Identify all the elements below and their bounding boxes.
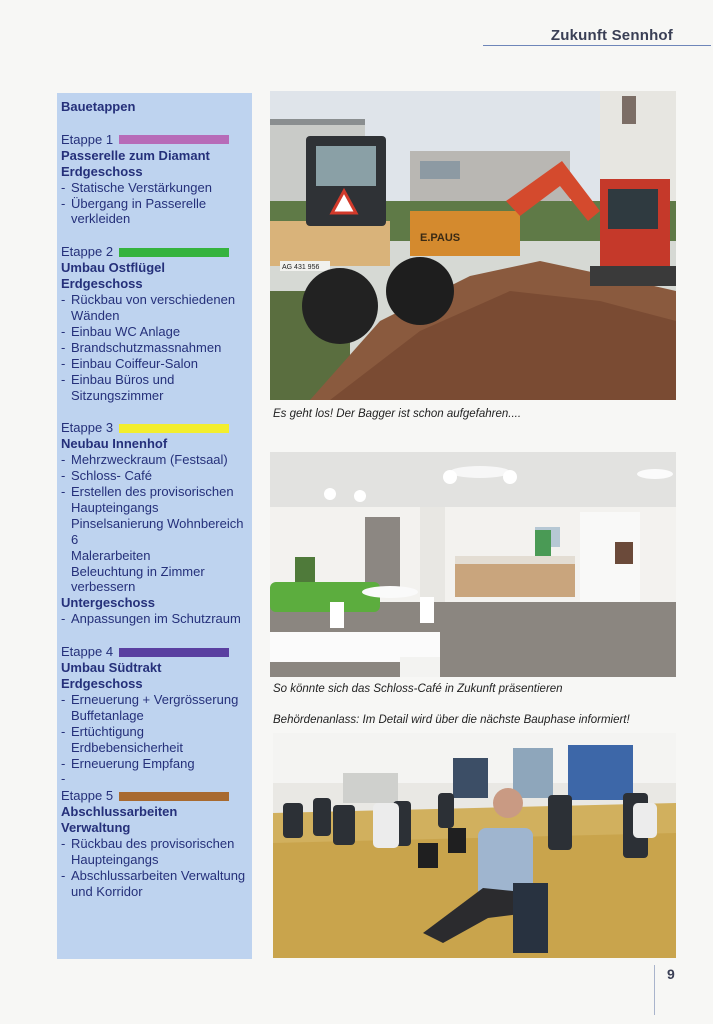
dumper-label: E.PAUS xyxy=(420,232,461,244)
stage-subtitle: Erdgeschoss xyxy=(61,676,143,691)
sidebar-heading: Bauetappen xyxy=(61,99,136,114)
list-item: - Statische Verstärkungen xyxy=(61,180,248,196)
construction-site-image xyxy=(270,91,676,400)
list-item: Malerarbeiten xyxy=(71,547,151,563)
stage-2 xyxy=(61,244,248,403)
page-number-rule xyxy=(654,965,655,1015)
list-item: - Übergang in Passerelle verkleiden xyxy=(61,196,248,228)
list-item: - Einbau WC Anlage xyxy=(61,324,248,340)
stage-label: Etappe 4 xyxy=(61,644,114,660)
meeting-caption: Behördenanlass: Im Detail wird über die nächste Bauphase informiert! xyxy=(273,714,630,726)
list-item: - Rückbau des provisorischen Haupteingangs xyxy=(61,836,248,868)
stage-label: Etappe 1 xyxy=(61,131,114,147)
stage-items xyxy=(61,836,248,900)
stage-title: Umbau Ostflügel xyxy=(61,260,166,276)
header-rule xyxy=(483,45,711,46)
running-header: Zukunft Sennhof xyxy=(550,27,673,44)
stage-items xyxy=(61,292,248,403)
stage-label: Etappe 2 xyxy=(61,244,114,260)
stage-sub-items xyxy=(61,611,248,627)
stage-4 xyxy=(61,644,248,771)
stage-title: Neubau Innenhof xyxy=(61,436,168,452)
stage-color-bar xyxy=(119,792,229,801)
stage-color-bar xyxy=(119,424,229,433)
stage-5 xyxy=(61,788,248,899)
list-item: - Erneuerung + Vergrösserung Buffetanlage xyxy=(61,692,248,724)
list-item: Beleuchtung in Zimmer verbessern xyxy=(71,563,205,595)
cafe-caption: So könnte sich das Schloss-Café in Zukunft präsentieren xyxy=(273,683,563,695)
stage-3 xyxy=(61,420,248,627)
stage-title: Umbau Südtrakt xyxy=(61,660,162,676)
stage-subhead: Untergeschoss xyxy=(61,595,155,611)
stage-label: Etappe 5 xyxy=(61,788,114,804)
meeting-photo xyxy=(273,733,676,958)
stage-title: Abschlussarbeiten xyxy=(61,804,178,820)
stage-items xyxy=(61,180,248,228)
meeting-room-image xyxy=(273,733,676,958)
stage-color-bar xyxy=(119,248,229,257)
stage-subtitle: Verwaltung xyxy=(61,820,131,836)
stage-label: Etappe 3 xyxy=(61,420,114,436)
excavator-photo xyxy=(270,91,676,400)
stage-subtitle: Erdgeschoss xyxy=(61,276,143,292)
list-item: - Erneuerung Empfang xyxy=(61,756,248,772)
stage-subtitle: Erdgeschoss xyxy=(61,163,143,179)
list-item: - Anpassungen im Schutzraum xyxy=(61,611,248,627)
list-item: - Mehrzweckraum (Festsaal) xyxy=(61,452,248,468)
list-item: - Erstellen des provisorischen Haupteingangs xyxy=(61,484,248,516)
stage-items xyxy=(61,452,248,595)
list-item: - Abschlussarbeiten Verwaltung und Korridor xyxy=(61,868,248,900)
list-item: Pinselsanierung Wohnbereich 6 xyxy=(71,515,244,547)
list-item: - Ertüchtigung Erdbebensicherheit xyxy=(61,724,248,756)
stage-color-bar xyxy=(119,135,229,144)
list-item: - Rückbau von verschiedenen Wänden xyxy=(61,292,248,324)
list-item: - Einbau Coiffeur-Salon xyxy=(61,356,248,372)
list-item: - Einbau Büros und Sitzungszimmer xyxy=(61,372,248,404)
list-item: - Brandschutzmassnahmen xyxy=(61,340,248,356)
stage-1 xyxy=(61,132,248,227)
list-item: - Schloss- Café xyxy=(61,468,248,484)
cafe-rendering-photo xyxy=(270,452,676,677)
stage-title: Passerelle zum Diamant xyxy=(61,147,210,163)
license-plate: AG 431 956 xyxy=(282,264,320,271)
page-number: 9 xyxy=(667,966,675,982)
stage-color-bar xyxy=(119,648,229,657)
stages-sidebar xyxy=(57,93,252,959)
excavator-caption: Es geht los! Der Bagger ist schon aufgefahren.... xyxy=(273,408,522,420)
stage-items xyxy=(61,692,248,772)
stray-dash: - xyxy=(61,771,66,787)
cafe-rendering-image xyxy=(270,452,676,677)
